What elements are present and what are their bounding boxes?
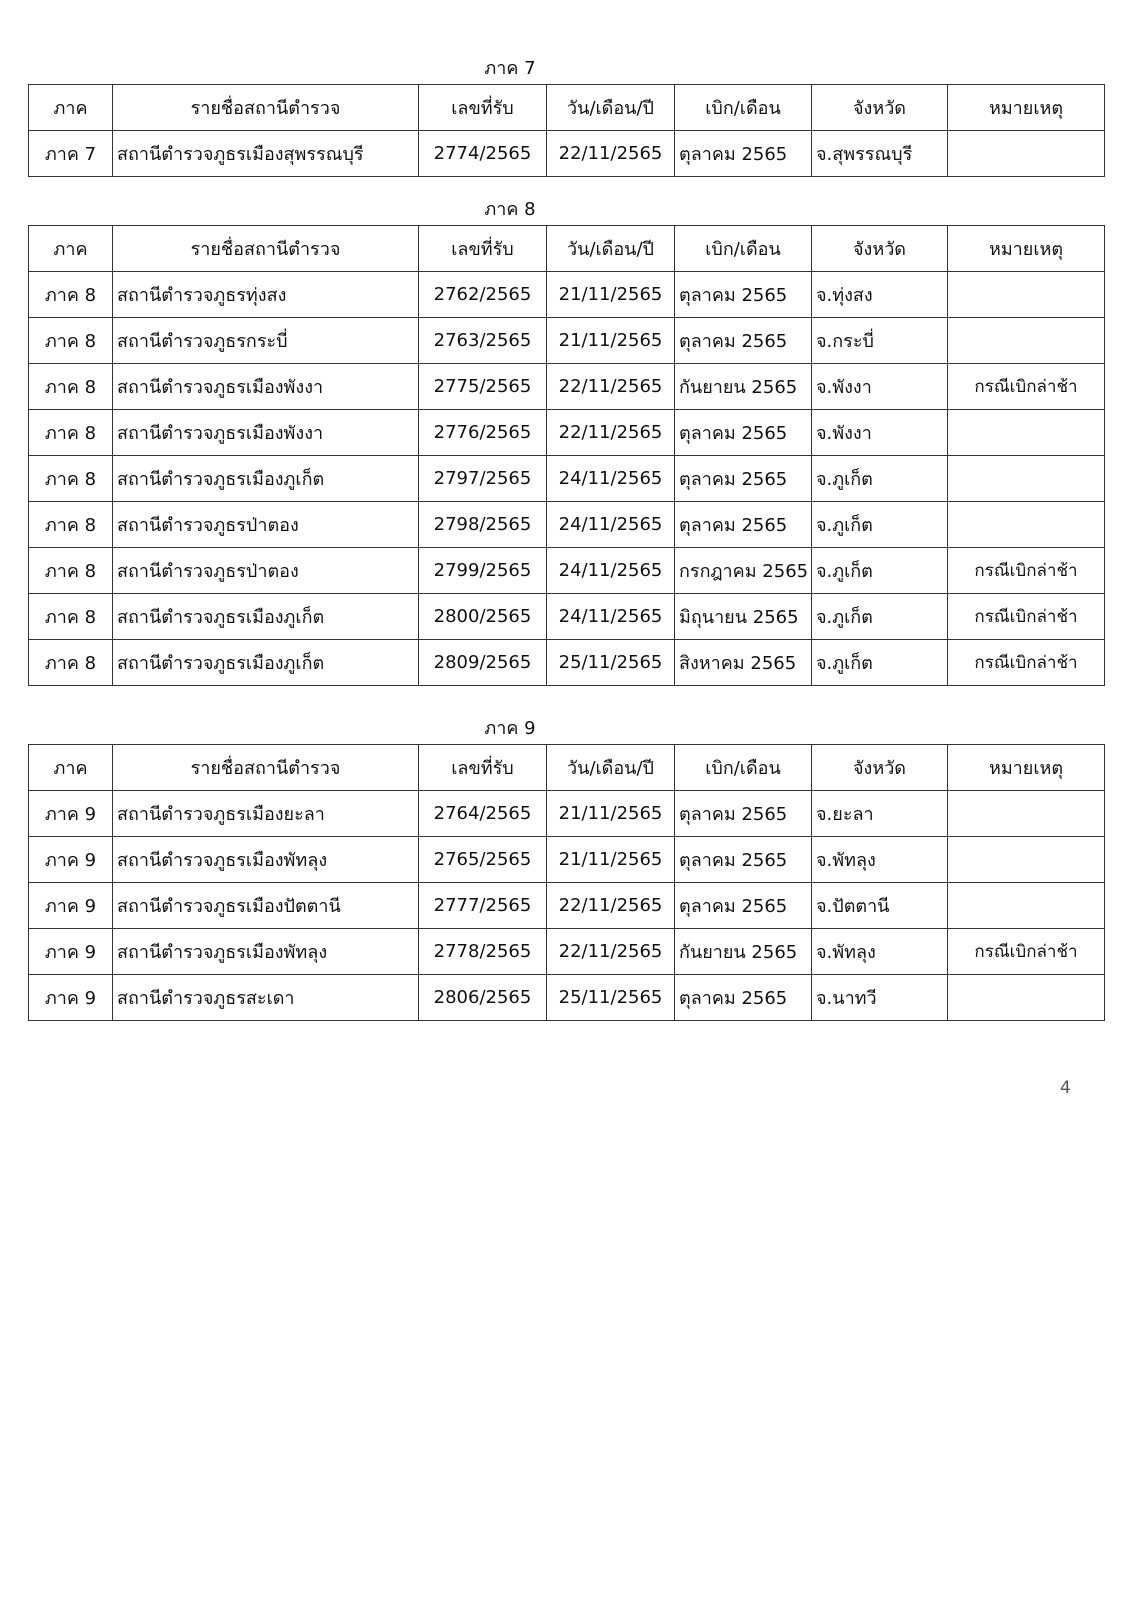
note-cell (948, 975, 1105, 1021)
table-row (29, 410, 1105, 456)
province-cell: จ.พัทลุง (812, 837, 948, 883)
station-name-cell: สถานีตำรวจภูธรเมืองยะลา (113, 791, 419, 837)
section-title-region-7: ภาค 7 (484, 58, 536, 79)
billing-month-cell: ตุลาคม 2565 (675, 791, 812, 837)
date-cell: 21/11/2565 (547, 791, 675, 837)
region-cell: ภาค 8 (29, 502, 113, 548)
region-cell: ภาค 8 (29, 456, 113, 502)
date-cell: 24/11/2565 (547, 594, 675, 640)
note-cell: กรณีเบิกล่าช้า (948, 594, 1105, 640)
province-cell: จ.สุพรรณบุรี (812, 131, 948, 177)
region-cell: ภาค 8 (29, 640, 113, 686)
receipt-number-cell: 2764/2565 (419, 791, 547, 837)
receipt-number-cell: 2775/2565 (419, 364, 547, 410)
receipt-number-cell: 2799/2565 (419, 548, 547, 594)
receipt-number-cell: 2798/2565 (419, 502, 547, 548)
note-cell: กรณีเบิกล่าช้า (948, 548, 1105, 594)
region-cell: ภาค 7 (29, 131, 113, 177)
region-cell: ภาค 8 (29, 318, 113, 364)
region-9-table (28, 744, 1105, 1021)
receipt-number-cell: 2809/2565 (419, 640, 547, 686)
station-name-cell: สถานีตำรวจภูธรเมืองพัทลุง (113, 837, 419, 883)
column-header-station: รายชื่อสถานีตำรวจ (113, 745, 419, 791)
province-cell: จ.พัทลุง (812, 929, 948, 975)
billing-month-cell: ตุลาคม 2565 (675, 975, 812, 1021)
station-name-cell: สถานีตำรวจภูธรสะเดา (113, 975, 419, 1021)
billing-month-cell: ตุลาคม 2565 (675, 456, 812, 502)
table-row (29, 456, 1105, 502)
billing-month-cell: ตุลาคม 2565 (675, 131, 812, 177)
province-cell: จ.ปัตตานี (812, 883, 948, 929)
province-cell: จ.ภูเก็ต (812, 640, 948, 686)
region-cell: ภาค 9 (29, 929, 113, 975)
region-cell: ภาค 9 (29, 883, 113, 929)
column-header-region: ภาค (29, 226, 113, 272)
station-name-cell: สถานีตำรวจภูธรทุ่งสง (113, 272, 419, 318)
page-number: 4 (1060, 1078, 1071, 1098)
station-name-cell: สถานีตำรวจภูธรเมืองภูเก็ต (113, 640, 419, 686)
column-header-province: จังหวัด (812, 85, 948, 131)
table-row (29, 548, 1105, 594)
column-header-region: ภาค (29, 745, 113, 791)
province-cell: จ.ภูเก็ต (812, 456, 948, 502)
province-cell: จ.นาทวี (812, 975, 948, 1021)
note-cell (948, 791, 1105, 837)
region-cell: ภาค 8 (29, 364, 113, 410)
station-name-cell: สถานีตำรวจภูธรเมืองสุพรรณบุรี (113, 131, 419, 177)
note-cell (948, 837, 1105, 883)
billing-month-cell: มิถุนายน 2565 (675, 594, 812, 640)
note-cell: กรณีเบิกล่าช้า (948, 640, 1105, 686)
billing-month-cell: ตุลาคม 2565 (675, 502, 812, 548)
date-cell: 22/11/2565 (547, 410, 675, 456)
date-cell: 24/11/2565 (547, 456, 675, 502)
table-row (29, 272, 1105, 318)
column-header-month: เบิก/เดือน (675, 226, 812, 272)
column-header-month: เบิก/เดือน (675, 85, 812, 131)
province-cell: จ.ยะลา (812, 791, 948, 837)
table-row (29, 364, 1105, 410)
note-cell (948, 272, 1105, 318)
column-header-date: วัน/เดือน/ปี (547, 226, 675, 272)
billing-month-cell: ตุลาคม 2565 (675, 837, 812, 883)
region-cell: ภาค 9 (29, 791, 113, 837)
date-cell: 22/11/2565 (547, 364, 675, 410)
table-row (29, 791, 1105, 837)
region-cell: ภาค 8 (29, 410, 113, 456)
header-row (29, 85, 1105, 131)
section-title-region-9: ภาค 9 (484, 718, 536, 739)
receipt-number-cell: 2777/2565 (419, 883, 547, 929)
date-cell: 25/11/2565 (547, 640, 675, 686)
receipt-number-cell: 2774/2565 (419, 131, 547, 177)
station-name-cell: สถานีตำรวจภูธรป่าตอง (113, 502, 419, 548)
table-row (29, 883, 1105, 929)
table-row (29, 640, 1105, 686)
column-header-number: เลขที่รับ (419, 85, 547, 131)
billing-month-cell: ตุลาคม 2565 (675, 318, 812, 364)
billing-month-cell: ตุลาคม 2565 (675, 272, 812, 318)
region-cell: ภาค 8 (29, 548, 113, 594)
station-name-cell: สถานีตำรวจภูธรเมืองภูเก็ต (113, 456, 419, 502)
date-cell: 24/11/2565 (547, 548, 675, 594)
station-name-cell: สถานีตำรวจภูธรกระบี่ (113, 318, 419, 364)
note-cell (948, 410, 1105, 456)
billing-month-cell: สิงหาคม 2565 (675, 640, 812, 686)
table-row (29, 318, 1105, 364)
column-header-date: วัน/เดือน/ปี (547, 745, 675, 791)
region-7-table (28, 84, 1105, 177)
date-cell: 22/11/2565 (547, 929, 675, 975)
column-header-province: จังหวัด (812, 745, 948, 791)
province-cell: จ.ภูเก็ต (812, 548, 948, 594)
column-header-station: รายชื่อสถานีตำรวจ (113, 85, 419, 131)
note-cell (948, 456, 1105, 502)
note-cell (948, 883, 1105, 929)
table-row (29, 975, 1105, 1021)
station-name-cell: สถานีตำรวจภูธรเมืองพัทลุง (113, 929, 419, 975)
section-title-region-8: ภาค 8 (484, 199, 536, 220)
region-cell: ภาค 8 (29, 594, 113, 640)
billing-month-cell: ตุลาคม 2565 (675, 410, 812, 456)
table-row (29, 929, 1105, 975)
region-8-table (28, 225, 1105, 686)
note-cell (948, 318, 1105, 364)
station-name-cell: สถานีตำรวจภูธรเมืองภูเก็ต (113, 594, 419, 640)
date-cell: 22/11/2565 (547, 883, 675, 929)
note-cell: กรณีเบิกล่าช้า (948, 364, 1105, 410)
date-cell: 21/11/2565 (547, 272, 675, 318)
note-cell (948, 131, 1105, 177)
table-row (29, 837, 1105, 883)
column-header-number: เลขที่รับ (419, 745, 547, 791)
billing-month-cell: กันยายน 2565 (675, 929, 812, 975)
date-cell: 21/11/2565 (547, 837, 675, 883)
date-cell: 21/11/2565 (547, 318, 675, 364)
date-cell: 24/11/2565 (547, 502, 675, 548)
province-cell: จ.ภูเก็ต (812, 594, 948, 640)
column-header-note: หมายเหตุ (948, 226, 1105, 272)
column-header-province: จังหวัด (812, 226, 948, 272)
station-name-cell: สถานีตำรวจภูธรเมืองพังงา (113, 410, 419, 456)
station-name-cell: สถานีตำรวจภูธรเมืองพังงา (113, 364, 419, 410)
header-row (29, 226, 1105, 272)
receipt-number-cell: 2800/2565 (419, 594, 547, 640)
station-name-cell: สถานีตำรวจภูธรเมืองปัตตานี (113, 883, 419, 929)
note-cell: กรณีเบิกล่าช้า (948, 929, 1105, 975)
note-cell (948, 502, 1105, 548)
receipt-number-cell: 2765/2565 (419, 837, 547, 883)
column-header-date: วัน/เดือน/ปี (547, 85, 675, 131)
region-cell: ภาค 8 (29, 272, 113, 318)
receipt-number-cell: 2762/2565 (419, 272, 547, 318)
column-header-station: รายชื่อสถานีตำรวจ (113, 226, 419, 272)
column-header-region: ภาค (29, 85, 113, 131)
receipt-number-cell: 2776/2565 (419, 410, 547, 456)
billing-month-cell: กันยายน 2565 (675, 364, 812, 410)
province-cell: จ.ภูเก็ต (812, 502, 948, 548)
header-row (29, 745, 1105, 791)
receipt-number-cell: 2797/2565 (419, 456, 547, 502)
receipt-number-cell: 2778/2565 (419, 929, 547, 975)
column-header-month: เบิก/เดือน (675, 745, 812, 791)
receipt-number-cell: 2806/2565 (419, 975, 547, 1021)
station-name-cell: สถานีตำรวจภูธรป่าตอง (113, 548, 419, 594)
table-row (29, 131, 1105, 177)
province-cell: จ.พังงา (812, 364, 948, 410)
region-cell: ภาค 9 (29, 975, 113, 1021)
column-header-note: หมายเหตุ (948, 745, 1105, 791)
column-header-note: หมายเหตุ (948, 85, 1105, 131)
table-row (29, 502, 1105, 548)
billing-month-cell: กรกฎาคม 2565 (675, 548, 812, 594)
province-cell: จ.พังงา (812, 410, 948, 456)
receipt-number-cell: 2763/2565 (419, 318, 547, 364)
region-cell: ภาค 9 (29, 837, 113, 883)
province-cell: จ.กระบี่ (812, 318, 948, 364)
date-cell: 22/11/2565 (547, 131, 675, 177)
column-header-number: เลขที่รับ (419, 226, 547, 272)
table-row (29, 594, 1105, 640)
billing-month-cell: ตุลาคม 2565 (675, 883, 812, 929)
date-cell: 25/11/2565 (547, 975, 675, 1021)
province-cell: จ.ทุ่งสง (812, 272, 948, 318)
